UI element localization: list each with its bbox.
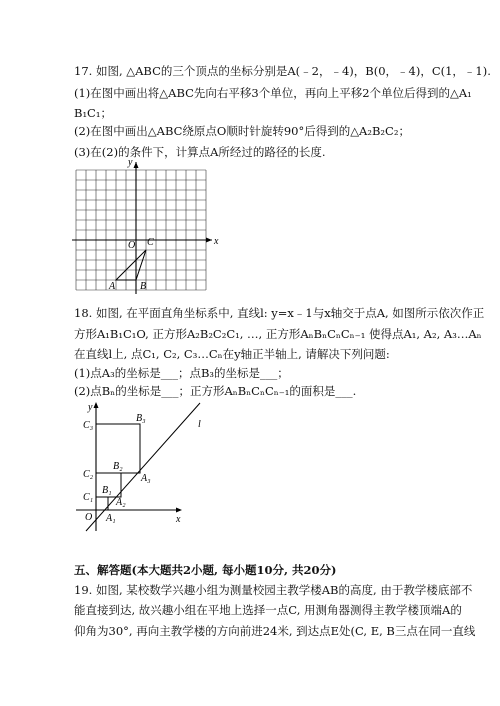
q18-origin-label: O xyxy=(85,512,93,523)
q18-a1-label: A₁ xyxy=(106,513,116,524)
q17-line3: B₁C₁； xyxy=(74,106,112,120)
q17-line1: 17. 如图, △ABC的三个顶点的坐标分别是A(﹣2，﹣4)，B(0，﹣4)，C(1，﹣1). xyxy=(74,64,491,78)
q17-point-a-label: A xyxy=(109,281,116,292)
q17-axis-y-label: y xyxy=(128,158,133,168)
q18-line2: 方形A₁B₁C₁O, 正方形A₂B₂C₂C₁, …, 正方形AₙBₙCₙCₙ₋₁ 使得点A₁, A₂, A₃…Aₙ xyxy=(74,327,482,341)
q19-line2: 能直接到达, 故兴趣小组在平地上选择一点C, 用测角器测得主教学楼顶端A的 xyxy=(74,603,462,617)
q18-line5: (2)点Bₙ的坐标是___；正方形AₙBₙCₙCₙ₋₁的面积是___. xyxy=(74,384,357,398)
q17-grid-figure xyxy=(72,158,222,300)
q18-b1-label: B₁ xyxy=(102,485,112,496)
q19-line1: 19. 如图, 某校数学兴趣小组为测量校园主教学楼AB的高度, 由于教学楼底部不 xyxy=(74,583,473,597)
q18-squares-figure xyxy=(72,396,212,534)
q18-b2-label: B₂ xyxy=(113,461,123,472)
q18-a2-label: A₂ xyxy=(116,497,126,508)
q18-axis-y-label: y xyxy=(88,402,93,413)
q17-line5: (3)在(2)的条件下，计算点A所经过的路径的长度. xyxy=(74,145,326,159)
q17-point-c-label: C xyxy=(147,237,154,248)
q18-c2-label: C₂ xyxy=(83,469,94,480)
q17-line4: (2)在图中画出△ABC绕原点O顺时针旋转90°后得到的△A₂B₂C₂； xyxy=(74,124,410,138)
q17-line2: (1)在图中画出将△ABC先向右平移3个单位，再向上平移2个单位后得到的△A₁ xyxy=(74,86,472,100)
q18-c1-label: C₁ xyxy=(83,492,94,503)
q17-axis-x-label: x xyxy=(214,236,219,247)
q18-b3-label: B₃ xyxy=(136,413,146,424)
q17-origin-label: O xyxy=(128,240,136,251)
q18-line-l-label: l xyxy=(198,419,201,430)
q17-point-b-label: B xyxy=(140,281,147,292)
section5-heading: 五、解答题(本大题共2小题, 每小题10分, 共20分) xyxy=(74,563,337,577)
q18-axis-x-label: x xyxy=(176,514,181,525)
q18-line3: 在直线l上, 点C₁, C₂, C₃…Cₙ在y轴正半轴上, 请解决下列问题: xyxy=(74,347,390,361)
q18-line4: (1)点A₃的坐标是___；点B₃的坐标是___； xyxy=(74,366,289,380)
q19-line3: 仰角为30°, 再向主教学楼的方向前进24米, 到达点E处(C, E, B三点在同一直线 xyxy=(74,624,476,638)
q18-a3-label: A₃ xyxy=(141,473,151,484)
q18-c3-label: C₃ xyxy=(83,420,94,431)
q18-line1: 18. 如图, 在平面直角坐标系中, 直线l: y=x﹣1与x轴交于点A, 如图所示依次作正 xyxy=(74,306,485,320)
